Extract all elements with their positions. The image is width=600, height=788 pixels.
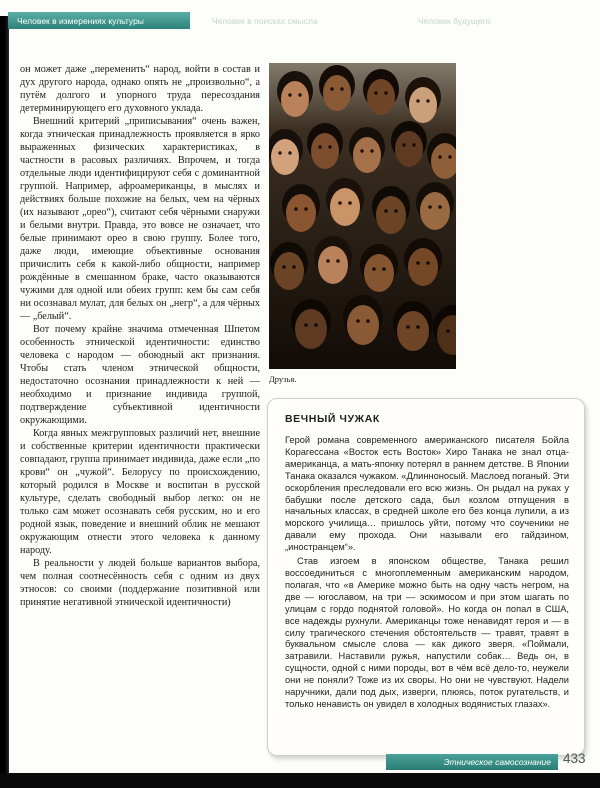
running-head-faded-1: Человек в поисках смысла (212, 16, 318, 26)
body-paragraph: В реальности у людей больше вариантов выбора, чем полная соотнесённость себя с одним из двух этносов: со своими (поддержание позитивной или принятие негативной этнической идентичности) (20, 558, 260, 608)
page-edge-left (0, 16, 9, 788)
page-edge-bottom (0, 773, 600, 788)
callout-paragraph: Герой романа современного американского писателя Бойла Корагессана «Восток есть Восток» Хиро Танака не знал отца-американца, а мать-японку потерял в раннем детстве. В Японии Танака оказался чужаком. «Длинноносый. Маслоед поганый. Эти оскорбления преследовали его всю жизнь. Он рыдал на руках у бабушки после детского сада, был козлом отпущения в начальных классах, в средней школе его без конца лупили, а из морского училища… пришлось уйти, потому что соученики не давали ему прохода. Они называли его гайдзином, „иностранцем“». (285, 435, 570, 553)
body-paragraph: Вот почему крайне значима отмеченная Шпетом особенность этнической идентичности: единство человека с народом — обоюдный акт признания. Чтобы стать членом этнической общности, недостаточно осознания принадлежности к ней — необходимо и признание индивида группой, подтверждение субъективной идентичности окружающими. (20, 324, 260, 426)
section-label: Этническое самосознание (443, 757, 551, 767)
body-paragraph: Когда явных межгрупповых различий нет, внешние и собственные критерии идентичности практически совпадают, группа принимает индивида, даже если „по крови“ он „чужой“. Белорусу по происхождению, который родился в Москве и воспитан в русской культуре, сделать свободный выбор легко: он не только сам может осознавать себя русским, но и его родной язык, поведение и внешний облик не мешают окружающим отнести этого человека к данному народу. (20, 428, 260, 556)
page-number: 433 (563, 751, 586, 766)
body-paragraph: Внешний критерий „приписывания“ очень важен, когда этническая принадлежность проявляется в ярко выраженных физических характеристиках, в частности в расовых различиях. Впрочем, и тогда отдельные люди идентифицируют себя с доминантной группой. Например, афроамериканцы, в мыслях и действиях больше похожие на белых, чем на чёрных (их называют „орео“), считают себя чёрными снаружи и белыми внутри. Правда, это вовсе не означает, что белые принимают орео в свою группу. Более того, даже люди, имеющие объективные основания причислить себя к какой-либо общности, например рождённые в смешанном браке, часто оказываются чужими для одной или обеих групп: кем бы сам себя ни осознавал мулат, для белых он „негр“, а для чёрных — „белый“. (20, 116, 260, 322)
body-paragraph: он может даже „переменить“ народ, войти в состав и дух другого народа, однако опять не „произвольно“, а путём долгого и упорного труда пересоздания детерминирующего его духовного уклада. (20, 64, 260, 114)
callout-title: ВЕЧНЫЙ ЧУЖАК (285, 413, 380, 425)
article-text-column (20, 63, 260, 609)
callout-paragraph: Став изгоем в японском обществе, Танака решил воссоединиться с многоплеменным американским народом, полагая, что «в Америке можно быть на одну часть негром, на две — югославом, на три — эскимосом и при этом шагать по улицам с гордо поднятой головой». Но когда он попал в США, все надежды рухнули. Американцы тоже ненавидят героя и — в силу трагического стечения обстоятельств — травят, травят в буквальном смысле слова — как дикого зверя. «Поймали, затравили. Наставили ружья, напустили собак… Ведь он, в сущности, одной с ними породы, вот в чём всё дело-то, неужели они не поняли? Тоже из их своры. Но они не чувствуют. Надели наручники, дали под дых, изверги, плюясь, поток ругательств, и только ненависть он увидел в холодных водянистых глазах». (285, 556, 569, 709)
children-photo-figure (269, 63, 456, 384)
running-head-faded-2: Человек будущего (418, 16, 491, 26)
children-photo (269, 63, 456, 369)
callout-box (267, 398, 585, 756)
section-footer-bar (386, 754, 558, 770)
running-head-current: Человек в измерениях культуры (8, 12, 190, 29)
photo-caption: Друзья. (269, 374, 297, 384)
